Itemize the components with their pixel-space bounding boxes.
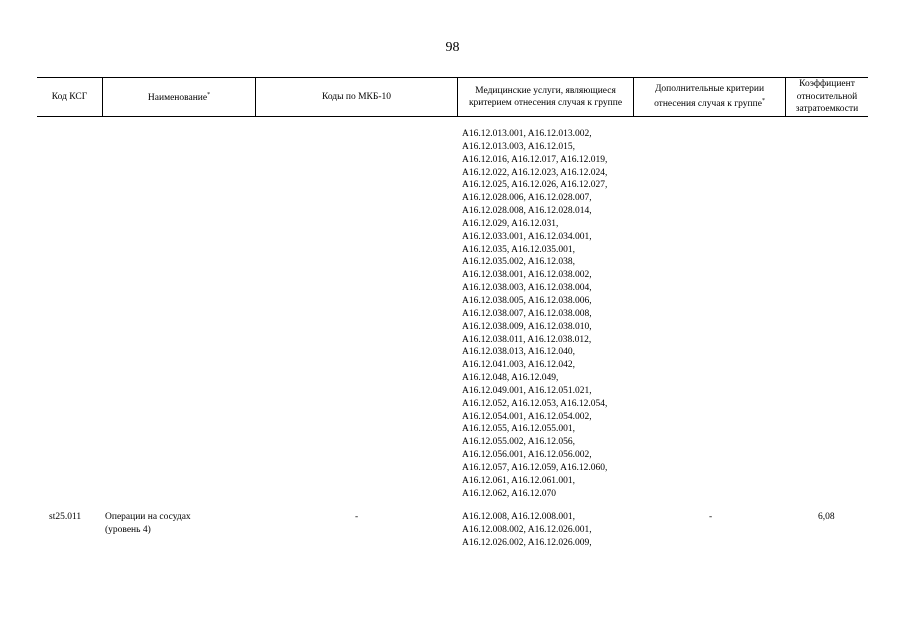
row-services: A16.12.008, A16.12.008.001, A16.12.008.002, A16.12.026.001, A16.12.026.002, A16.12.026.009, — [462, 512, 592, 548]
header-mkb-label: Коды по МКБ-10 — [321, 91, 392, 102]
header-name — [103, 78, 255, 116]
header-name-text: Наименование — [147, 93, 208, 104]
header-code — [37, 78, 102, 116]
header-criteria-text: Дополнительные критерии отнесения случая к группе — [654, 83, 765, 110]
header-mkb — [256, 78, 457, 116]
header-code-label: Код КСГ — [51, 91, 88, 102]
header-name-label — [148, 89, 210, 105]
table-header-bottom-border — [37, 116, 868, 117]
header-criteria — [634, 78, 785, 116]
row-coef: 6,08 — [818, 512, 835, 522]
header-criteria-footnote-mark: * — [761, 98, 765, 105]
row-code: st25.011 — [49, 512, 82, 522]
row-name: Операции на сосудах (уровень 4) — [105, 512, 191, 535]
header-services-label: Медицинские услуги, являющиеся критерием отнесения случая к группе — [468, 85, 623, 108]
header-coef — [786, 78, 868, 116]
header-coef-label: Коэффициент относительной затратоемкости — [795, 79, 859, 115]
header-criteria-label — [646, 83, 773, 111]
header-services — [458, 78, 633, 116]
page-number: 98 — [445, 40, 460, 55]
continued-services-cell: A16.12.013.001, A16.12.013.002, A16.12.013.003, A16.12.015, A16.12.016, A16.12.017, A16.12.019, A16.12.022, A16.12.023, A16.12.024, A16.12.025, A16.12.026, A16.12.027, A16.12.028.006, A16.12.028.007, A16.12.028.008, A16.12.028.014, A16.12.029, A16.12.031, A16.12.033.001, A16.12.034.001, A16.12.035, A16.12.035.001, A16.12.035.002, A16.12.038, A16.12.038.001, A16.12.038.002, A16.12.038.003, A16.12.038.004, A16.12.038.005, A16.12.038.006, A16.12.038.007, A16.12.038.008, A16.12.038.009, A16.12.038.010, A16.12.038.011, A16.12.038.012, A16.12.038.013, A16.12.040, A16.12.041.003, A16.12.042, A16.12.048, A16.12.049, A16.12.049.001, A16.12.051.021, A16.12.052, A16.12.053, A16.12.054, A16.12.054.001, A16.12.054.002, A16.12.055, A16.12.055.001, A16.12.055.002, A16.12.056, A16.12.056.001, A16.12.056.002, A16.12.057, A16.12.059, A16.12.060, A16.12.061, A16.12.061.001, A16.12.062, A16.12.070 — [462, 129, 608, 499]
row-criteria: - — [709, 512, 713, 522]
row-mkb: - — [355, 512, 359, 522]
header-name-footnote-mark: * — [207, 92, 211, 99]
